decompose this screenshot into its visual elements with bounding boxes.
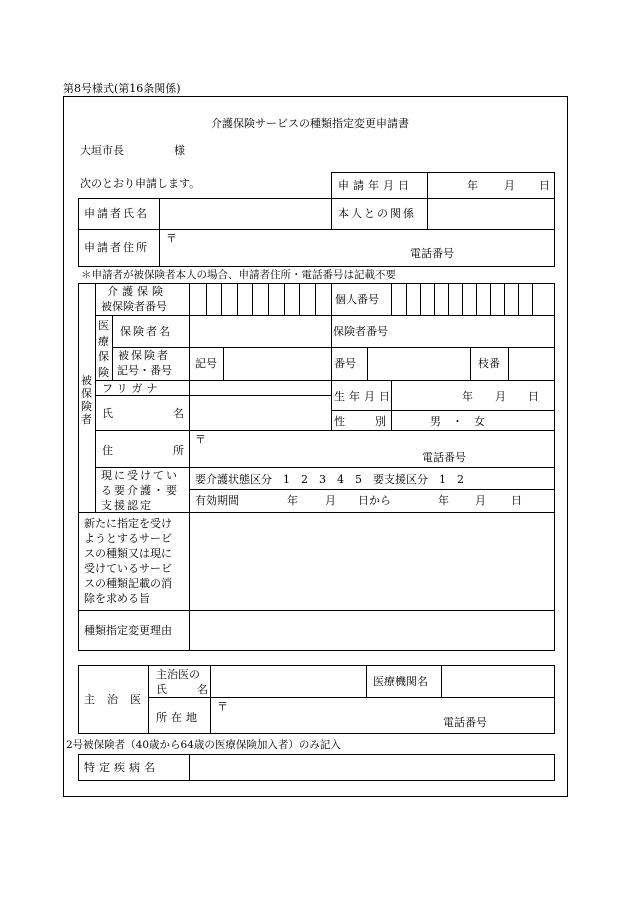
birth-year: 年 [462,390,473,403]
address-label-2: 所 [173,444,184,457]
doctor-name-field[interactable] [211,666,366,697]
insured-number-label-1: 介護保険 [107,285,167,298]
insured-symbol-label-2: 記号・番号 [117,364,172,377]
reason-label: 種類指定変更理由 [84,624,172,637]
valid-from-suffix: 日から [358,494,391,507]
doctor-label-3: 医 [130,693,141,706]
applicant-phone-label: 電話番号 [410,247,454,260]
name-label-1: 氏 [102,407,113,420]
doctor-name-label-1: 主治医の [156,668,200,681]
birthdate-label: 生年月日 [334,390,394,403]
insured-symbol-label-1: 被保険者 [118,349,170,362]
addressee: 大垣市長 [80,144,124,157]
birth-month: 月 [495,390,506,403]
form-number: 第8号様式(第16条関係) [63,82,181,95]
postal-mark: 〒 [166,232,177,245]
branch-label: 枝番 [478,357,500,370]
disease-label: 特定疾病名 [84,761,159,774]
relation-field[interactable] [428,199,554,229]
relation-label: 本人との関係 [338,207,416,220]
service-label-line-3: スの種類又は現に [84,547,172,560]
service-label-line-6: 除を求める旨 [84,592,150,605]
insured-number-label-2: 被保険者番号 [101,300,167,313]
number-label: 番号 [334,357,356,370]
applicant-address-label: 申請者住所 [84,241,149,254]
date-day: 日 [539,179,550,192]
care-level-line[interactable]: 要介護状態区分 1 2 3 4 5 要支援区分 1 2 [195,473,464,486]
doctor-name-label-2b: 名 [197,683,208,696]
insured-address-field[interactable] [190,431,554,467]
certification-label-3: 支援認定 [101,499,153,512]
institution-field[interactable] [442,666,554,697]
application-date-label: 申請年月日 [338,179,413,192]
service-label-line-1: 新たに指定を受け [84,517,172,530]
applicant-note: ＊申請者が被保険者本人の場合、申請者住所・電話番号は記載不要 [81,269,396,281]
sex-options[interactable]: 男 ・ 女 [430,415,485,428]
insurer-name-field[interactable] [190,316,331,347]
form-title: 介護保険サービスの種類指定変更申請書 [211,117,409,130]
valid-from-month: 月 [325,494,336,507]
sex-label-2: 別 [375,415,386,428]
disease-field[interactable] [190,755,554,780]
doctor-label-1: 主 [84,693,95,706]
insurer-number-field[interactable] [392,316,554,347]
footnote: 2号被保険者（40歳から64歳の医療保険加入者）のみ記入 [66,739,341,751]
doctor-name-label-2a: 氏 [156,683,167,696]
valid-period-label: 有効期間 [195,494,239,507]
furigana-label: フリガナ [102,382,162,395]
certification-label-2: る要介護・要 [101,484,179,497]
insured-postal-mark: 〒 [195,433,206,446]
valid-to-month: 月 [475,494,486,507]
institution-label: 医療機関名 [373,675,428,688]
valid-from-year: 年 [287,494,298,507]
medical-insurance-label: 医療保険 [98,319,109,379]
doctor-label-2: 治 [107,693,118,706]
sex-label-1: 性 [334,415,345,428]
valid-to-day: 日 [511,494,522,507]
name-label-2: 名 [173,407,184,420]
name-field[interactable] [190,396,331,430]
date-month: 月 [504,179,515,192]
insured-phone-label: 電話番号 [422,451,466,464]
doctor-phone-label: 電話番号 [443,716,487,729]
birth-day: 日 [528,390,539,403]
service-type-field[interactable] [190,513,554,610]
intro-text: 次のとおり申請します。 [80,177,201,190]
applicant-name-field[interactable] [160,199,331,229]
applicant-name-label: 申請者氏名 [84,207,149,220]
applicant-address-field[interactable] [160,230,554,266]
service-label-line-4: 受けているサービ [84,562,172,575]
address-label-1: 住 [102,444,113,457]
date-year: 年 [467,179,478,192]
valid-to-year: 年 [438,494,449,507]
insurer-number-label: 保険者番号 [333,325,388,338]
symbol-label: 記号 [195,357,217,370]
doctor-postal-mark: 〒 [217,700,228,713]
honorific: 様 [174,144,185,157]
personal-number-label: 個人番号 [335,293,379,306]
service-label-line-5: スの種類記載の消 [84,577,172,590]
insured-section-label: 被保険者 [81,374,92,426]
certification-label-1: 現に受けてい [101,469,179,482]
location-label: 所在地 [156,711,201,724]
insurer-name-label: 保険者名 [120,325,172,338]
reason-field[interactable] [190,611,554,650]
furigana-field[interactable] [190,381,331,395]
doctor-address-field[interactable] [211,698,554,733]
service-label-line-2: ようとするサービ [84,532,172,545]
